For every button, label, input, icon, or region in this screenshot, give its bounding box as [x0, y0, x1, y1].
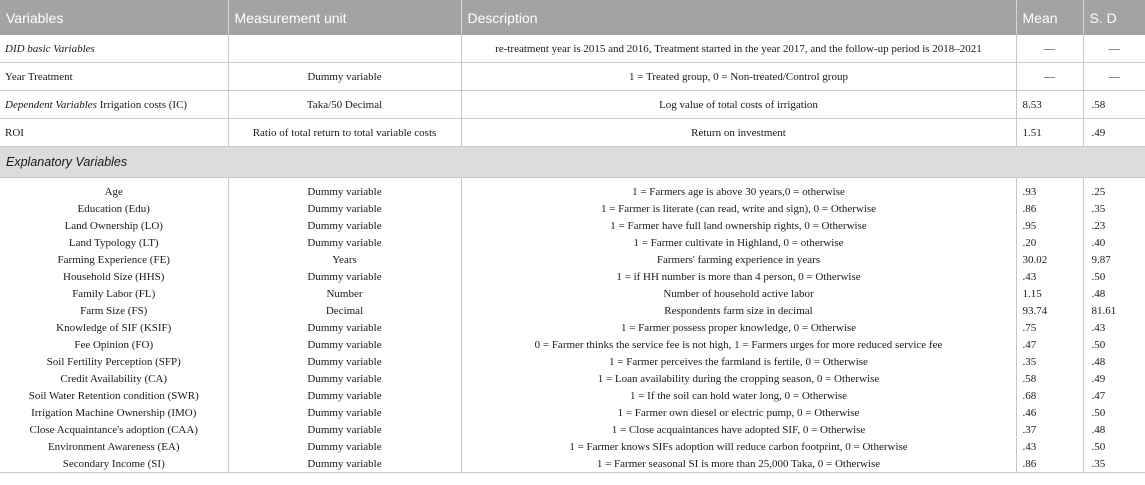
unit-cell: Dummy variable	[228, 217, 461, 234]
unit-cell: Dummy variable	[228, 438, 461, 455]
mean-cell: —	[1016, 63, 1083, 91]
unit-cell: Dummy variable	[228, 319, 461, 336]
unit-cell: Dummy variable	[228, 353, 461, 370]
unit-cell: Dummy variable	[228, 387, 461, 404]
table-row	[0, 217, 1145, 234]
description-cell: Log value of total costs of irrigation	[461, 91, 1016, 119]
table-row	[0, 438, 1145, 455]
variable-name: Farming Experience (FE)	[0, 251, 228, 268]
table-row	[0, 455, 1145, 473]
table-row	[0, 336, 1145, 353]
sd-cell: .43	[1091, 321, 1106, 334]
variable-name: Year Treatment	[5, 70, 73, 83]
sd-cell: .48	[1091, 287, 1106, 300]
mean-cell: .68	[1016, 387, 1083, 404]
mean-cell: .43	[1016, 268, 1083, 285]
variable-group-label: DID basic Variables	[5, 42, 95, 55]
description-cell: 1 = Farmer own diesel or electric pump, 0 = Otherwise	[461, 404, 1016, 421]
description-cell: 1 = Loan availability during the cropping season, 0 = Otherwise	[461, 370, 1016, 387]
sd-cell: .35	[1091, 202, 1106, 215]
description-cell: 1 = Farmer is literate (can read, write and sign), 0 = Otherwise	[461, 200, 1016, 217]
header-variables: Variables	[0, 0, 228, 35]
unit-cell: Dummy variable	[228, 404, 461, 421]
description-cell: 1 = Farmer seasonal SI is more than 25,000 Taka, 0 = Otherwise	[461, 455, 1016, 473]
description-cell: Respondents farm size in decimal	[461, 302, 1016, 319]
table-row	[0, 251, 1145, 268]
description-cell: 1 = Farmer perceives the farmland is fertile, 0 = Otherwise	[461, 353, 1016, 370]
sd-cell: .50	[1091, 440, 1106, 453]
mean-cell: .43	[1016, 438, 1083, 455]
table-row	[0, 268, 1145, 285]
mean-cell: .93	[1016, 183, 1083, 200]
variable-name: Credit Availability (CA)	[0, 370, 228, 387]
mean-cell: —	[1016, 35, 1083, 63]
header-mean: Mean	[1016, 0, 1083, 35]
table-row	[0, 421, 1145, 438]
table-row	[0, 302, 1145, 319]
variable-name: Irrigation costs (IC)	[96, 98, 188, 111]
description-cell: 1 = Farmer possess proper knowledge, 0 = Otherwise	[461, 319, 1016, 336]
unit-cell: Number	[228, 285, 461, 302]
mean-cell: 1.15	[1016, 285, 1083, 302]
unit-cell: Dummy variable	[228, 200, 461, 217]
sd-cell: .40	[1091, 236, 1106, 249]
table-row	[0, 91, 1145, 119]
variable-name: Family Labor (FL)	[0, 285, 228, 302]
description-cell: 1 = Treated group, 0 = Non-treated/Control group	[461, 63, 1016, 91]
table-row	[0, 119, 1145, 147]
variable-name: Environment Awareness (EA)	[0, 438, 228, 455]
variable-name: Knowledge of SIF (KSIF)	[0, 319, 228, 336]
sd-cell: .47	[1091, 389, 1106, 402]
variable-name: Soil Fertility Perception (SFP)	[0, 353, 228, 370]
unit-cell: Dummy variable	[228, 455, 461, 473]
unit-cell: Dummy variable	[228, 63, 461, 91]
table-row	[0, 353, 1145, 370]
mean-cell: .46	[1016, 404, 1083, 421]
description-cell: 1 = Farmer have full land ownership rights, 0 = Otherwise	[461, 217, 1016, 234]
description-cell: Number of household active labor	[461, 285, 1016, 302]
description-cell: Farmers' farming experience in years	[461, 251, 1016, 268]
mean-cell: .47	[1016, 336, 1083, 353]
variable-name: Secondary Income (SI)	[0, 455, 228, 473]
unit-cell	[228, 35, 461, 63]
mean-cell: .75	[1016, 319, 1083, 336]
sd-cell: .58	[1083, 91, 1145, 119]
sd-cell: .35	[1083, 455, 1145, 473]
unit-cell: Dummy variable	[228, 336, 461, 353]
header-measurement-unit: Measurement unit	[228, 0, 461, 35]
sd-cell: .50	[1091, 270, 1106, 283]
sd-cell: .49	[1091, 372, 1106, 385]
table-row	[0, 200, 1145, 217]
unit-cell: Dummy variable	[228, 370, 461, 387]
table-row	[0, 404, 1145, 421]
mean-cell: 8.53	[1016, 91, 1083, 119]
sd-cell: .48	[1091, 355, 1106, 368]
sd-cell: —	[1083, 63, 1145, 91]
description-cell: 1 = Close acquaintances have adopted SIF, 0 = Otherwise	[461, 421, 1016, 438]
mean-cell: .37	[1016, 421, 1083, 438]
description-cell: 1 = Farmer cultivate in Highland, 0 = otherwise	[461, 234, 1016, 251]
description-cell: Return on investment	[461, 119, 1016, 147]
sd-cell: .50	[1091, 406, 1106, 419]
sd-cell: 9.87	[1091, 253, 1111, 266]
header-description: Description	[461, 0, 1016, 35]
table-row	[0, 370, 1145, 387]
section-label: Explanatory Variables	[0, 147, 1145, 178]
unit-cell: Dummy variable	[228, 234, 461, 251]
variable-name: Fee Opinion (FO)	[0, 336, 228, 353]
unit-cell: Years	[228, 251, 461, 268]
sd-cell: —	[1083, 35, 1145, 63]
variable-name: Land Typology (LT)	[0, 234, 228, 251]
description-cell: 1 = if HH number is more than 4 person, 0 = Otherwise	[461, 268, 1016, 285]
table-row	[0, 319, 1145, 336]
variable-name: Land Ownership (LO)	[0, 217, 228, 234]
unit-cell: Dummy variable	[228, 183, 461, 200]
section-row	[0, 147, 1145, 178]
mean-cell: 1.51	[1016, 119, 1083, 147]
sd-cell: 81.61	[1091, 304, 1117, 317]
description-cell: 0 = Farmer thinks the service fee is not high, 1 = Farmers urges for more reduced service fee	[461, 336, 1016, 353]
unit-cell: Dummy variable	[228, 421, 461, 438]
unit-cell: Dummy variable	[228, 268, 461, 285]
mean-cell: .86	[1016, 200, 1083, 217]
variable-name: Age	[0, 183, 228, 200]
mean-cell: .86	[1016, 455, 1083, 473]
mean-cell: .20	[1016, 234, 1083, 251]
variable-cell	[0, 35, 228, 63]
variable-name: Household Size (HHS)	[0, 268, 228, 285]
sd-cell: .23	[1091, 219, 1106, 232]
mean-cell: .95	[1016, 217, 1083, 234]
table-row	[0, 234, 1145, 251]
table-row	[0, 63, 1145, 91]
table-row	[0, 183, 1145, 200]
variable-name: Soil Water Retention condition (SWR)	[0, 387, 228, 404]
variable-name: Irrigation Machine Ownership (IMO)	[0, 404, 228, 421]
sd-cell: .25	[1091, 185, 1106, 198]
description-cell: 1 = If the soil can hold water long, 0 = Otherwise	[461, 387, 1016, 404]
unit-cell: Decimal	[228, 302, 461, 319]
table-row	[0, 387, 1145, 404]
mean-cell: 30.02	[1016, 251, 1083, 268]
sd-cell: .50	[1091, 338, 1106, 351]
variable-cell	[0, 91, 228, 119]
variable-group-label: Dependent Variables	[5, 98, 97, 111]
mean-cell: .58	[1016, 370, 1083, 387]
mean-cell: .35	[1016, 353, 1083, 370]
unit-cell: Ratio of total return to total variable costs	[228, 119, 461, 147]
table-header	[0, 0, 1145, 35]
table-row	[0, 285, 1145, 302]
header-sd: S. D	[1083, 0, 1145, 35]
description-cell: 1 = Farmer knows SIFs adoption will reduce carbon footprint, 0 = Otherwise	[461, 438, 1016, 455]
explanatory-body	[0, 183, 1145, 473]
mean-cell: 93.74	[1016, 302, 1083, 319]
variable-name: Education (Edu)	[0, 200, 228, 217]
description-cell: re-treatment year is 2015 and 2016, Treatment started in the year 2017, and the follow-up period is 2018–2021	[461, 35, 1016, 63]
sd-cell: .49	[1083, 119, 1145, 147]
description-cell: 1 = Farmers age is above 30 years,0 = otherwise	[461, 183, 1016, 200]
variable-cell	[0, 119, 228, 147]
variable-name: ROI	[5, 126, 24, 139]
variable-name: Farm Size (FS)	[0, 302, 228, 319]
variable-name: Close Acquaintance's adoption (CAA)	[0, 421, 228, 438]
sd-cell: .48	[1091, 423, 1106, 436]
variable-cell	[0, 63, 228, 91]
unit-cell: Taka/50 Decimal	[228, 91, 461, 119]
table-row	[0, 35, 1145, 63]
